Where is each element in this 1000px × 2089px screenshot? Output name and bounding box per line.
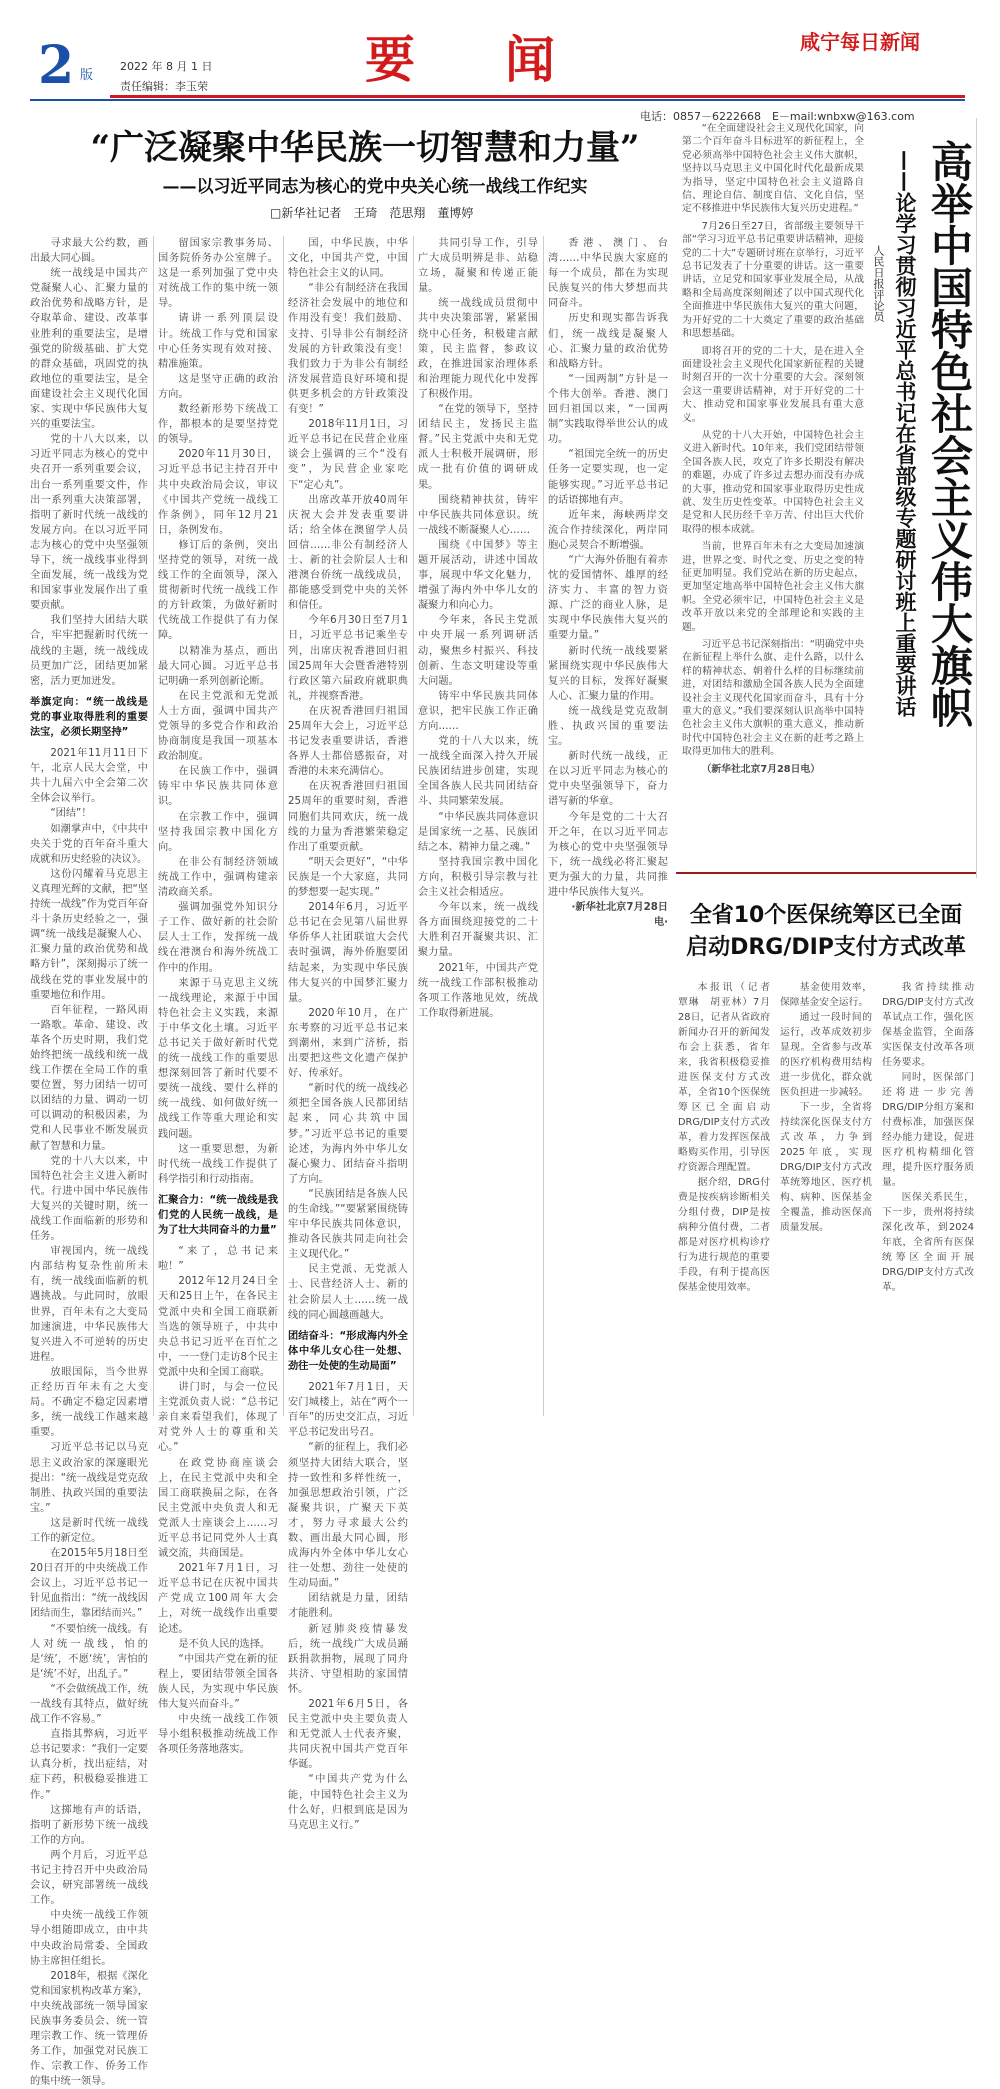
paragraph: 2012年12月24日全天和25日上午，在各民主党派中央和全国工商联新当选的领导班子，中共中央总书记习近平在百忙之中，一一登门走访8个民主党派中央和全国工商联。 (158, 1276, 278, 1378)
paragraph: “在党的领导下，坚持团结民主，发扬民主监督。”民主党派中央和无党派人士积极开展调研，形成一批有价值的调研成果。 (418, 404, 538, 491)
paragraph: 党的十八大以来，以习近平同志为核心的党中央召开一系列重要会议，出台一系列重要文件，作出一系列重大决策部署，指明了新时代统一战线的发展方向。在以习近平同志为核心的党中央坚强领导下，统一战线事业得到全面发展，统一战线为党和国家事业发展作出了重要贡献。 (30, 434, 148, 612)
side-article-source: 人民日报评论员 (872, 245, 885, 322)
masthead-rule-blue (30, 99, 965, 101)
col5-paras (548, 236, 668, 900)
col3-subhead: 团结奋斗：“形成海内外全体中华儿女心往一处想、劲往一处使的生动局面” (288, 1330, 408, 1372)
paper-name: 咸宁每日新闻 (800, 30, 920, 54)
paragraph: 数经新形势下统战工作，都根本的是要坚持党的领导。 (158, 404, 278, 446)
paragraph: 围绕《中国梦》等主题开展活动，讲述中国故事，展现中华文化魅力，增强了海内外中华儿女的凝聚力和向心力。 (418, 539, 538, 612)
paragraph: 我们坚持大团结大联合，牢牢把握新时代统一战线的主题，统一战线成员更加广泛，团结更加紧密，活力更加迸发。 (30, 615, 148, 687)
column-divider (283, 236, 284, 1416)
paragraph: 国，中华民族，中华文化，中国共产党，中国特色社会主义的认同。 (288, 238, 408, 280)
drg-column-1 (678, 980, 780, 1420)
paragraph: “来了，总书记来啦！” (158, 1246, 278, 1273)
side-article-dateline: （新华社北京7月28日电） (701, 763, 821, 775)
paragraph: 当前，世界百年未有之大变局加速演进，世界之变、时代之变、历史之变的特征更加明显。我们党站在新的历史起点，更加坚定地高举中国特色社会主义伟大旗帜。全党必须牢记，中国特色社会主义是改革开放以来党的全部理论和实践的主题。 (682, 541, 864, 633)
editor-credit: 责任编辑：李玉荣 (120, 80, 208, 93)
col3b-paras (288, 1380, 408, 1833)
paragraph: 即将召开的党的二十大，是在进入全面建设社会主义现代化国家新征程的关键时刻召开的一次十分重要的大会。深刻领会这一重要讲话精神，对于开好党的二十大、推动党和国家事业发展具有重大意义。 (682, 345, 864, 424)
paragraph: 统一战线是中国共产党凝聚人心、汇聚力量的政治优势和战略方针，是夺取革命、建设、改革事业胜利的重要法宝，是增强党的阶级基础、扩大党的群众基础，巩固党的执政地位的重要法宝，是全面建设社会主义现代化国家、实现中华民族伟大复兴的重要法宝。 (30, 268, 148, 431)
paragraph: 近年来，海峡两岸交流合作持续深化，两岸同胞心灵契合不断增强。 (548, 509, 668, 551)
paragraph: 通过一段时间的运行，改革成效初步显现。全省参与改革的医疗机构费用结构进一步优化，群众就医负担进一步减轻。 (780, 1012, 872, 1098)
main-headline: “广泛凝聚中华民族一切智慧和力量” (90, 128, 640, 168)
paragraph: 在民主党派和无党派人士方面，强调中国共产党领导的多党合作和政治协商制度是我国一项基本政治制度。 (158, 690, 278, 763)
paragraph: 在政党协商座谈会上，在民主党派中央和全国工商联换届之际，在各民主党派中央负责人和无党派人士座谈会上……习近平总书记同党外人士真诚交流，共商国是。 (158, 1457, 278, 1560)
drg-headline-line2: 启动DRG/DIP支付方式改革 (686, 935, 966, 960)
paragraph: 新冠肺炎疫情暴发后，统一战线广大成员踊跃捐款捐物，展现了同舟共济、守望相助的家国情怀。 (288, 1623, 408, 1695)
paragraph: “团结”！ (50, 808, 92, 820)
paragraph: 党的十八大以来，中国特色社会主义进入新时代。行进中国中华民族伟大复兴的关键时期，统一战线工作面临新的形势和任务。 (30, 1155, 148, 1243)
paragraph: 我省持续推动DRG/DIP支付方式改革试点工作，强化医保基金监管，全面落实医保支付改革各项任务要求。 (882, 982, 974, 1068)
paragraph: 这份闪耀着马克思主义真理光辉的文献，把“坚持统一战线”作为党百年奋斗十条历史经验之一，强调“统一战线是凝聚人心、汇聚力量的政治优势和战略方针”，深刻揭示了统一战线在党的事业发展中的重要地位和作用。 (30, 868, 148, 1001)
main-byline: □新华社记者 王琦 范思翔 董博婷 (270, 206, 474, 220)
paragraph: 百年征程，一路风雨一路歌。革命、建设、改革各个历史时期，我们党始终把统一战线和统一战线工作摆在全局工作的重要位置，努力团结一切可以团结的力量、调动一切可以调动的积极因素，为党和人民事业不断发展贡献了智慧和力量。 (30, 1004, 148, 1152)
column-divider (413, 236, 414, 1416)
paragraph: 是不负人民的选择。 (178, 1638, 271, 1650)
side-article-body (682, 122, 864, 867)
paragraph: 讲门时，与会一位民主党派负责人说：“总书记亲自来看望我们，体现了对党外人士的尊重和关心。” (158, 1382, 278, 1454)
paragraph: 2014年6月，习近平总书记在会见第八届世界华侨华人社团联谊大会代表时强调，海外侨胞要团结起来，为实现中华民族伟大复兴的中国梦汇聚力量。 (288, 902, 408, 1004)
main-column-3 (288, 236, 408, 1831)
col1-paras (30, 236, 148, 689)
paragraph: “不会做统战工作，统一战线有其特点，做好统战工作不容易。” (30, 1683, 148, 1726)
paragraph: 2021年7月1日，习近平总书记在庆祝中国共产党成立100周年大会上，对统一战线作出重要论述。 (158, 1563, 278, 1635)
paragraph: 在非公有制经济领域统战工作中，强调构建亲清政商关系。 (158, 856, 278, 899)
masthead (0, 0, 1000, 102)
paragraph: 2020年10月，在广东考察的习近平总书记来到潮州，来到广济桥，指出要把这些文化遗产保护好、传承好。 (288, 1007, 408, 1080)
paragraph: 在民族工作中，强调铸牢中华民族共同体意识。 (158, 766, 278, 808)
paragraph: 据介绍，DRG付费是按疾病诊断相关分组付费，DIP是按病种分值付费，二者都是对医疗机构诊疗行为进行规范的重要手段，有利于提高医保基金使用效率。 (678, 1177, 770, 1293)
paragraph: 以精准为基点，画出最大同心圆。习近平总书记明确一系列创新论断。 (158, 645, 278, 687)
page-word: 版 (80, 68, 94, 83)
paragraph: 围绕精神扶贫，铸牢中华民族共同体意识。统一战线不断凝聚人心…… (418, 494, 538, 536)
drg-col3-paras (882, 980, 974, 1295)
section-title: 要闻 (365, 30, 645, 89)
paragraph: 请讲一系列顶层设计。统战工作与党和国家中心任务实现有效对接、精准施策。 (158, 313, 278, 370)
paragraph: 今年以来，统一战线各方面围绕迎接党的二十大胜利召开凝聚共识、汇聚力量。 (418, 902, 538, 959)
paragraph: 2018年11月1日，习近平总书记在民营企业座谈会上强调的三个“没有变”，为民营企业家吃下“定心丸”。 (288, 419, 408, 491)
paragraph: “中华民族共同体意识是国家统一之基、民族团结之本、精神力量之魂。” (418, 811, 538, 853)
main-column-5 (548, 236, 668, 1416)
col1-subhead: 举旗定向：“统一战线是党的事业取得胜利的重要法宝，必须长期坚持” (30, 696, 148, 738)
paragraph: 从党的十八大开始，中国特色社会主义进入新时代。10年来，我们党团结带领全国各族人民，攻克了许多长期没有解决的难题，办成了许多过去想办而没有办成的大事，推动党和国家事业取得历史性成就、发生历史性变革。中国特色社会主义是党和人民历经千辛万苦、付出巨大代价取得的根本成就。 (682, 429, 864, 535)
side-paras (682, 122, 864, 759)
paragraph: “在全面建设社会主义现代化国家，向第二个百年奋斗目标进军的新征程上，全党必须高举中国特色社会主义伟大旗帜，坚持以马克思主义中国化时代化最新成果为指导，坚定中国特色社会主义道路自信、理论自信、制度自信、文化自信，坚定不移推进中华民族伟大复兴历史进程。” (682, 123, 864, 215)
paragraph: 2021年11月11日下午，北京人民大会堂，中共十九届六中全会第二次全体会议举行。 (30, 748, 148, 805)
paragraph: 新时代统一战线要紧紧围绕实现中华民族伟大复兴的目标，发挥好凝聚人心、汇聚力量的作用。 (548, 645, 668, 702)
paragraph: 坚持我国宗教中国化方向，积极引导宗教与社会主义社会相适应。 (418, 856, 538, 899)
col5-dateline: ·新华社北京7月28日电· (571, 902, 668, 929)
paragraph: 共同引导工作，引导广大成员明辨是非、站稳立场，凝聚和传递正能量。 (418, 238, 538, 295)
paragraph: 团结就是力量，团结才能胜利。 (288, 1593, 408, 1620)
paragraph: 统一战线是党克敌制胜、执政兴国的重要法宝。 (548, 705, 668, 748)
main-subheadline: ——以习近平同志为核心的党中央关心统一战线工作纪实 (162, 177, 588, 197)
paragraph: 中央统一战线工作领导小组积极推动统战工作各项任务落地落实。 (158, 1714, 278, 1756)
side-article-title: 高举中国特色社会主义伟大旗帜 (925, 140, 974, 728)
paragraph: 在2015年5月18日至20日召开的中央统战工作会议上，习近平总书记一针见血指出：“统一战线因团结而生，靠团结而兴。” (30, 1548, 148, 1620)
paragraph: 2021年，中国共产党统一战线工作部积极推动各项工作落地见效，统战工作取得新进展。 (418, 962, 538, 1019)
paragraph: “非公有制经济在我国经济社会发展中的地位和作用没有变！我们鼓励、支持、引导非公有制经济发展的方针政策没有变！我们致力于为非公有制经济发展营造良好环境和提供更多机会的方针政策没有变！” (288, 283, 408, 416)
col4-paras (418, 236, 538, 1021)
paragraph: 这是坚守正确的政治方向。 (158, 373, 278, 400)
paragraph: 放眼国际，当今世界正经历百年未有之大变局。不确定不稳定因素增多，统一战线工作越来越重要。 (30, 1366, 148, 1439)
paragraph: 香港、澳门、台湾……中华民族大家庭的每一个成员，都在为实现民族复兴的伟大梦想而共同奋斗。 (548, 238, 668, 310)
page-number: 2 (38, 35, 75, 96)
contact-info: 电话：0857－6222668 E－mail:wnbxw@163.com (640, 110, 915, 123)
side-article-subtitle: ——论学习贯彻习近平总书记在省部级专题研讨班上重要讲话 (893, 150, 917, 717)
col2b-paras (158, 1244, 278, 1757)
issue-date: 2022 年 8 月 1 日 (120, 60, 213, 73)
paragraph: 2020年11月30日，习近平总书记主持召开中共中央政治局会议，审议《中国共产党统一战线工作条例》，同年12月21日，条例发布。 (158, 449, 278, 536)
paragraph: “民族团结是各族人民的生命线。”“要紧紧围绕铸牢中华民族共同体意识，推动各民族共同走向社会主义现代化。” (288, 1188, 408, 1261)
paragraph: 这掷地有声的话语，指明了新形势下统一战线工作的方向。 (30, 1804, 148, 1846)
paragraph: 来源于马克思主义统一战线理论，来源于中国特色社会主义实践，来源于中华文化土壤。习近平总书记关于做好新时代党的统一战线工作的重要思想深刻回答了新时代要不要统一战线、要什么样的统一战线、如何做好统一战线工作等重大理论和实践问题。 (158, 977, 278, 1140)
paragraph: 2018年，根据《深化党和国家机构改革方案》，中央统战部统一领导国家民族事务委员会、统一管理宗教工作、统一管理侨务工作，加强党对民族工作、宗教工作、侨务工作的集中统一领导。 (30, 1970, 148, 2088)
paragraph: 这一重要思想，为新时代统一战线工作提供了科学指引和行动指南。 (158, 1143, 278, 1185)
col1b-paras (30, 746, 148, 2089)
drg-headline (676, 900, 976, 964)
paragraph: 新时代统一战线，正在以习近平同志为核心的党中央坚强领导下，奋力谱写新的华章。 (548, 751, 668, 808)
paragraph: 出席改革开放40周年庆祝大会并发表重要讲话；给全体在澳留学人员回信……非公有制经济人士、新的社会阶层人士和港澳台侨统一战线成员，都能感受到党中央的关怀和信任。 (288, 494, 408, 612)
paragraph: 本报讯（记者 覃琳 胡亚林）7月28日，记者从省政府新闻办召开的新闻发布会上获悉，省年来，我省积极稳妥推进医保支付方式改革，全省10个医保统筹区已全面启动DRG/DIP支付方式改革，着力发挥医保战略购买作用，引导医疗资源合理配置。 (678, 982, 780, 1173)
paragraph: 在宗教工作中，强调坚持我国宗教中国化方向。 (158, 811, 278, 853)
paragraph: 直指其弊病，习近平总书记要求：“我们一定要认真分析，找出症结，对症下药，积极稳妥推进工作。” (30, 1729, 148, 1801)
paragraph: “祖国完全统一的历史任务一定要实现，也一定能够实现。”习近平总书记的话语掷地有声。 (548, 449, 668, 506)
main-column-1 (30, 236, 148, 2088)
paragraph: “新时代的统一战线必须把全国各族人民都团结起来，同心共筑中国梦。”习近平总书记的重要论述，为海内外中华儿女凝心聚力、团结奋斗指明了方向。 (288, 1083, 408, 1185)
paragraph: 历史和现实都告诉我们，统一战线是凝聚人心、汇聚力量的政治优势和战略方针。 (548, 313, 668, 370)
paragraph: 在庆祝香港回归祖国25周年大会上，习近平总书记发表重要讲话，香港各界人士都倍感振奋，对香港的未来充满信心。 (288, 705, 408, 778)
paragraph: 习近平总书记以马克思主义政治家的深邃眼光提出：“统一战线是党克敌制胜、执政兴国的重要法宝。” (30, 1442, 148, 1514)
drg-column-3 (882, 980, 974, 1420)
paragraph: “广大海外侨胞有着赤忱的爱国情怀、雄厚的经济实力、丰富的智力资源、广泛的商业人脉，是实现中华民族伟大复兴的重要力量。” (548, 554, 668, 642)
drg-col1-paras (678, 980, 780, 1295)
paragraph: 寻求最大公约数，画出最大同心圆。 (30, 238, 148, 265)
col3-paras (288, 236, 408, 1323)
paragraph: 在庆祝香港回归祖国25周年的重要时刻，香港同胞们共同欢庆，统一战线的力量为香港繁荣稳定作出了重要贡献。 (288, 781, 408, 853)
paragraph: 今年6月30日至7月1日，习近平总书记乘坐专列，出席庆祝香港回归祖国25周年大会暨香港特别行政区第六届政府就职典礼，并视察香港。 (288, 615, 408, 702)
column-divider (153, 236, 154, 1416)
paragraph: 统一战线成员贯彻中共中央决策部署，紧紧围绕中心任务，积极建言献策，民主监督，参政议政，在推进国家治理体系和治理能力现代化中发挥了积极作用。 (418, 298, 538, 400)
drg-headline-line1: 全省10个医保统筹区已全面 (689, 903, 963, 928)
paragraph: “新的征程上，我们必须坚持大团结大联合，坚持一致性和多样性统一，加强思想政治引领，广泛凝聚共识，广聚天下英才，努力寻求最大公约数、画出最大同心圆，形成海内外全体中华儿女心往一处想、劲往一处使的生动局面。” (288, 1442, 408, 1590)
paragraph: 基金使用效率，保障基金安全运行。 (780, 982, 872, 1008)
paragraph: 今年是党的二十大召开之年，在以习近平同志为核心的党中央坚强领导下，统一战线必将汇聚起更为强大的力量，共同推进中华民族伟大复兴。 (548, 811, 668, 899)
col2-subhead: 汇聚合力：“统一战线是我们党的人民统一战线，是为了壮大共同奋斗的力量” (158, 1194, 278, 1237)
paragraph: 民主党派、无党派人士、民营经济人士、新的社会阶层人士……统一战线的同心圆越画越大。 (288, 1264, 408, 1321)
column-divider (543, 236, 544, 1416)
paragraph: 党的十八大以来，统一战线全面深入持久开展民族团结进步创建，实现全国各族人民共同团结奋斗、共同繁荣发展。 (418, 736, 538, 808)
paragraph: 今年来，各民主党派中央开展一系列调研活动，聚焦乡村振兴、科技创新、生态文明建设等重大问题。 (418, 615, 538, 687)
paragraph: 医保关系民生，下一步，贵州将持续深化改革，到2024年底，全省所有医保统筹区全面开展DRG/DIP支付方式改革。 (882, 1192, 974, 1293)
paragraph: 中央统一战线工作领导小组随即成立，由中共中央政治局常委、全国政协主席担任组长。 (30, 1910, 148, 1967)
paragraph: 铸牢中华民族共同体意识，把牢民族工作正确方向…… (418, 690, 538, 732)
paragraph: 同时，医保部门还将进一步完善DRG/DIP分组方案和付费标准，加强医保经办能力建设，促进医疗机构精细化管理，提升医疗服务质量。 (882, 1072, 974, 1188)
paragraph: 这是新时代统一战线工作的新定位。 (30, 1517, 148, 1544)
main-column-4 (418, 236, 538, 1416)
paragraph: 习近平总书记深刻指出：“明确党中央在新征程上举什么旗、走什么路，以什么样的精神状态、朝着什么样的目标继续前进，对团结和激励全国各族人民为全面建设社会主义现代化国家而奋斗，具有十分重大的意义。”我们要深刻认识高举中国特色社会主义伟大旗帜的重大意义，推动新时代中国特色社会主义在新的赶考之路上取得更加伟大的胜利。 (682, 639, 864, 758)
paragraph: 7月26日至27日，省部级主要领导干部“学习习近平总书记重要讲话精神，迎接党的二十大”专题研讨班在京举行，习近平总书记发表了十分重要的讲话。这一重要讲话，立足党和国家事业发展全局，从战略和全局高度深刻阐述了以中国式现代化全面推进中华民族伟大复兴的重大问题，为开好党的二十大奠定了重要的政治基础和思想基础。 (682, 220, 864, 340)
paragraph: 留国家宗教事务局、国务院侨务办公室牌子。这是一系列加强了党中央对统战工作的集中统一领导。 (158, 238, 278, 310)
paragraph: “不要怕统一战线。有人对统一战线，怕的是‘统’，不愿‘统’，害怕的是‘统’不好，出乱子。” (30, 1623, 148, 1680)
paragraph: 下一步，全省将持续深化医保支付方式改革，力争到2025年底，实现DRG/DIP支付方式改革统筹地区、医疗机构、病种、医保基金全覆盖，推动医保高质量发展。 (780, 1102, 872, 1233)
paragraph: “明天会更好”，“中华民族是一个大家庭，共同的梦想要一起实现。” (288, 856, 408, 899)
paragraph: 如潮掌声中，《中共中央关于党的百年奋斗重大成就和历史经验的决议》。 (30, 823, 148, 865)
main-column-2 (158, 236, 278, 1756)
paragraph: “一国两制”方针是一个伟大创举。香港、澳门回归祖国以来，“一国两制”实践取得举世公认的成功。 (548, 373, 668, 446)
paragraph: 审视国内，统一战线内部结构复杂性前所未有，统一战线面临新的机遇挑战。与此同时，放眼世界，百年未有之大变局加速演进，中华民族伟大复兴进入不可逆转的历史进程。 (30, 1246, 148, 1363)
paragraph: 2021年6月5日，各民主党派中央主要负责人和无党派人士代表齐聚，共同庆祝中国共产党百年华诞。 (288, 1699, 408, 1771)
paragraph: 两个月后，习近平总书记主持召开中央政治局会议，研究部署统一战线工作。 (30, 1849, 148, 1907)
paragraph: “中国共产党在新的征程上，要团结带领全国各族人民，为实现中华民族伟大复兴而奋斗。” (158, 1653, 278, 1710)
paragraph: 2021年7月1日，天安门城楼上，站在“两个一百年”的历史交汇点，习近平总书记发出号召。 (288, 1382, 408, 1439)
paragraph: 修订后的条例，突出坚持党的领导，对统一战线工作的全面领导，深入贯彻新时代统一战线工作的方针政策，为做好新时代统战工作提供了有力保障。 (158, 539, 278, 642)
paragraph: “中国共产党为什么能，中国特色社会主义为什么好，归根到底是因为马克思主义行。” (288, 1774, 408, 1831)
col2-paras (158, 236, 278, 1187)
drg-column-2 (780, 980, 872, 1420)
drg-col2-paras (780, 980, 872, 1235)
section-separator (676, 872, 976, 874)
masthead-rule-red (110, 95, 965, 98)
paragraph: 强调加强党外知识分子工作、做好新的社会阶层人士工作，发挥统一战线在港澳台和海外统战工作中的作用。 (158, 902, 278, 974)
